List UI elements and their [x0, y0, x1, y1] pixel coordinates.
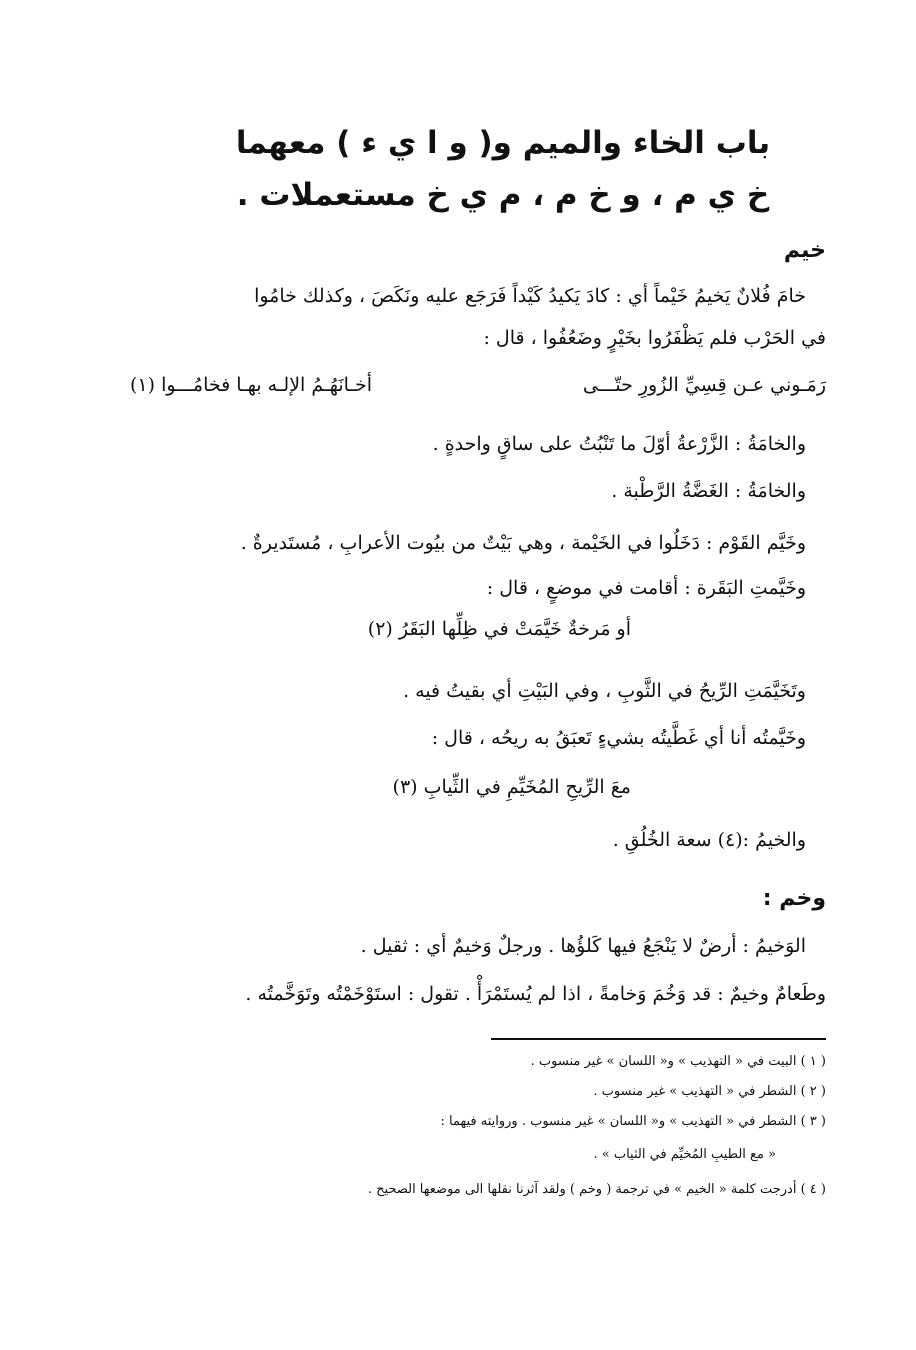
poetic-quote: معَ الرِّيحِ المُخَيِّمِ في الثِّيابِ (٣) — [392, 776, 631, 798]
paragraph-line: الوَخيمُ : أرضٌ لا يَنْجَعُ فيها كَلؤُها . ورجلٌ وَخيمٌ أي : ثقيل . — [360, 935, 806, 957]
paragraph-line: وخَيَّمتُه أنا أي غَطَّيتُه بشيءٍ تَعبَقُ به ريحُه ، قال : — [431, 727, 806, 749]
footnote-divider — [491, 1038, 826, 1040]
section-heading-khym: خيم — [783, 238, 826, 263]
poetic-quote: أو مَرخةٌ خَيَّمَتْ في ظِلِّها البَقَرُ (٢) — [367, 618, 631, 640]
verse-second-hemistich: أخـانَهُـمُ الإلـه بهـا فخامُـــوا (١) — [130, 374, 373, 396]
footnote-3-continuation: « مع الطيبِ المُخيِّم في الثياب » . — [593, 1147, 776, 1162]
footnote-3: ( ٣ ) الشطر في « التهذيب » و« اللسان » غير منسوب . وروايته فيهما : — [440, 1114, 826, 1129]
verse-first-hemistich: رَمَـوني عـن قِسِيِّ الزُورِ حتّـــى — [582, 374, 826, 396]
paragraph-line: والخامَةُ : الغَضَّةُ الرَّطْبة . — [611, 480, 806, 502]
section-heading-wkhm: وخم : — [762, 886, 826, 911]
paragraph-line: وطَعامٌ وخيمٌ : قد وَخُمَ وَخامةً ، اذا لم يُستَمْرَأْ . تقول : استَوْخَمْتُه وتَوَخَّمتُه . — [245, 983, 826, 1005]
paragraph-line: خامَ فُلانٌ يَخيمُ خَيْماً أي : كادَ يَكيدُ كَيْداً فَرَجَع عليه ونَكَصَ ، وكذلك خامُوا — [254, 285, 806, 307]
paragraph-line: وتَخَيَّمَتِ الرِّيحُ في الثَّوبِ ، وفي البَيْتِ أي بقيتُ فيه . — [403, 680, 806, 702]
paragraph-line: وخَيَّم القَوْم : دَخَلُوا في الخَيْمة ، وهي بَيْتٌ من بيُوت الأعرابِ ، مُستَديرةٌ . — [240, 532, 806, 554]
footnote-2: ( ٢ ) الشطر في « التهذيب » غير منسوب . — [593, 1084, 826, 1099]
paragraph-line: وخَيَّمتِ البَقَرة : أقامت في موضعٍ ، قال : — [486, 577, 806, 599]
chapter-title-line-2: خ ي م ، و خ م ، م ي خ مستعملات . — [236, 177, 770, 213]
paragraph-line: في الحَرْب فلم يَظْفَرُوا بخَيْرٍ وضَعُفُوا ، قال : — [483, 327, 826, 349]
footnote-1: ( ١ ) البيت في « التهذيب » و« اللسان » غير منسوب . — [530, 1054, 826, 1069]
chapter-title-line-1: باب الخاء والميم و( و ا ي ء ) معهما — [235, 125, 771, 161]
paragraph-line: والخامَةُ : الزَّرْعةُ أوّلَ ما تَنْبُتُ على ساقٍ واحدةٍ . — [432, 433, 806, 455]
paragraph-line: والخيمُ :(٤) سعة الخُلُقِ . — [612, 829, 806, 851]
footnote-4: ( ٤ ) أدرجت كلمة « الخيم » في ترجمة ( وخم ) ولقد آثرنا نقلها الى موضعها الصحيح . — [367, 1182, 826, 1197]
